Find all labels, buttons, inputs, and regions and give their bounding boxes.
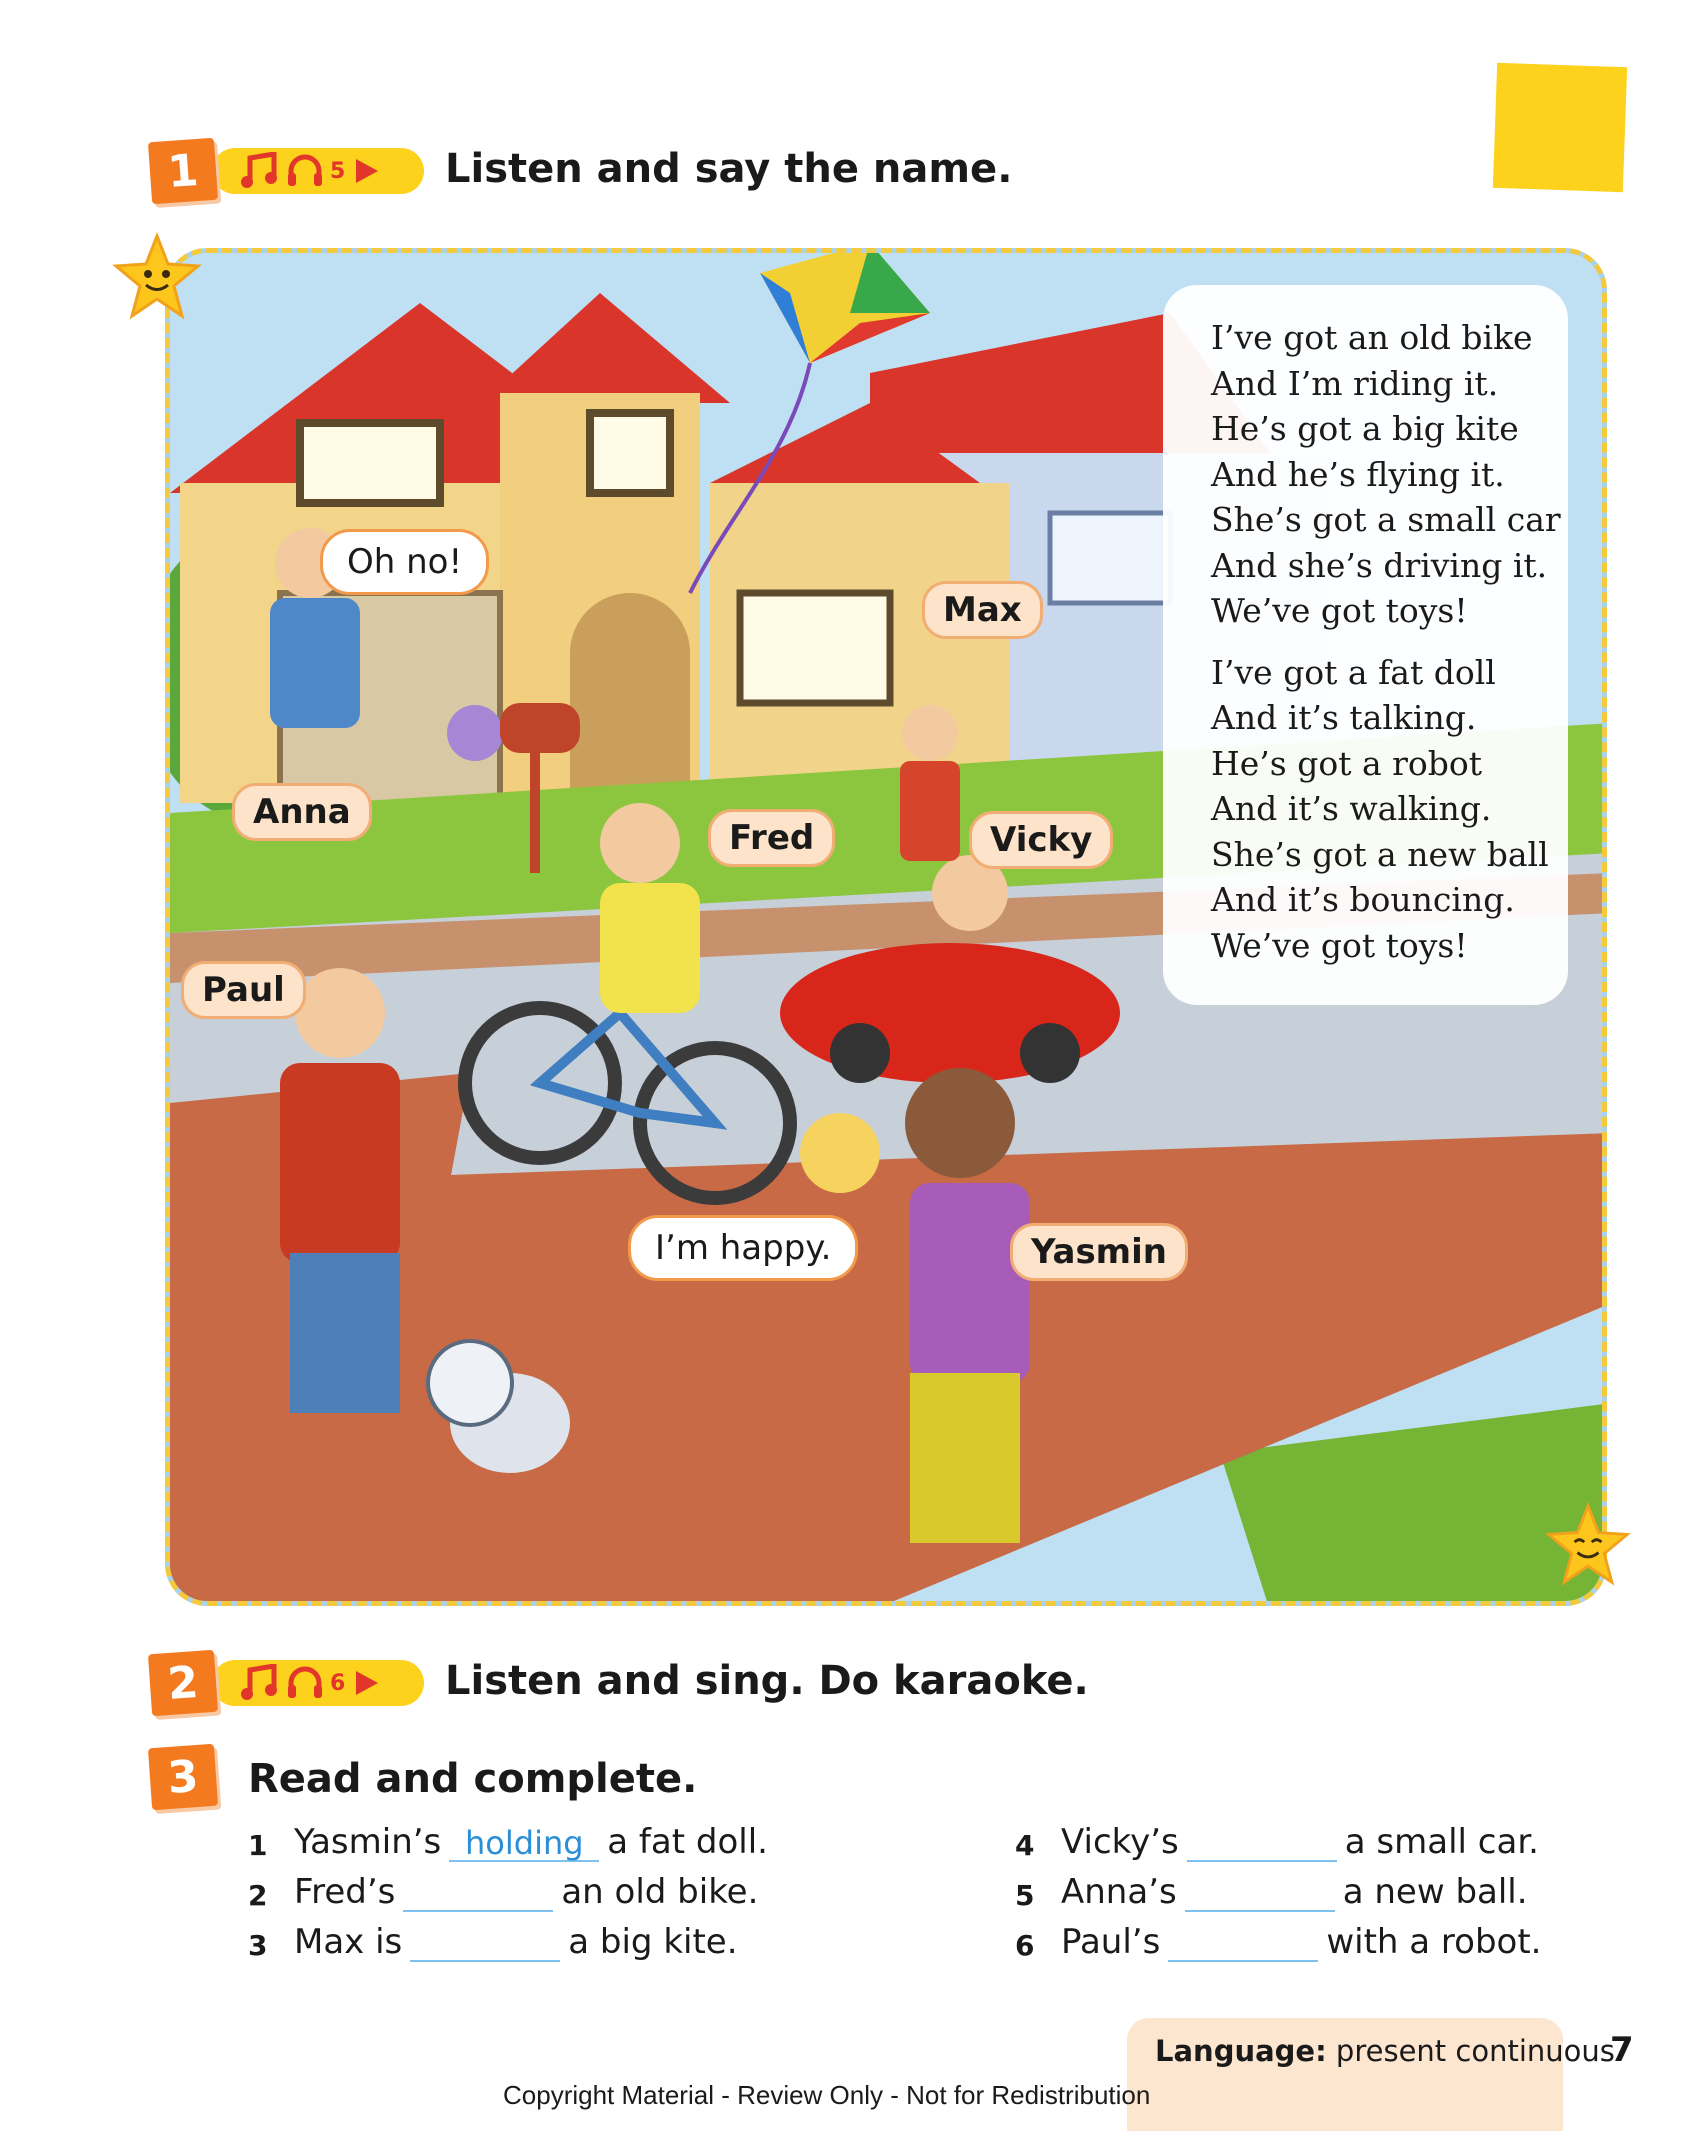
page-number: 7 [1610, 2030, 1634, 2070]
answer-blank[interactable] [1168, 1926, 1318, 1962]
answer-blank[interactable]: holding [449, 1826, 599, 1862]
language-value: present continuous [1335, 2034, 1615, 2068]
headphones-icon[interactable] [286, 1665, 324, 1701]
item-text-after: an old bike. [561, 1872, 759, 1912]
song-line: And he’s flying it. [1211, 454, 1505, 494]
play-icon[interactable] [351, 1668, 381, 1698]
song-line: She’s got a small car [1211, 500, 1561, 539]
audio-controls-1 [212, 148, 424, 194]
answer-blank[interactable] [403, 1876, 553, 1912]
item-text-before: Max is [294, 1922, 403, 1962]
music-note-icon [240, 1664, 280, 1702]
activity-heading-1: Listen and say the name. [445, 146, 1013, 192]
street-scene-illustration [165, 248, 1607, 1606]
exercise-item-1 [248, 1822, 768, 1862]
activity-number-3: 3 [148, 1744, 218, 1810]
name-tag-fred[interactable]: Fred [708, 809, 835, 867]
answer-blank[interactable] [410, 1926, 560, 1962]
item-text-after: a fat doll. [607, 1822, 768, 1862]
song-line: I’ve got a fat doll [1211, 652, 1496, 692]
song-line: And it’s talking. [1211, 698, 1477, 737]
item-number: 1 [248, 1829, 268, 1862]
song-line: We’ve got toys! [1211, 591, 1468, 630]
name-tag-yasmin[interactable]: Yasmin [1010, 1223, 1188, 1281]
song-lyrics-box [1163, 285, 1568, 1005]
headphones-icon[interactable] [286, 153, 324, 189]
name-tag-anna[interactable]: Anna [232, 783, 372, 841]
name-tag-paul[interactable]: Paul [181, 961, 306, 1019]
name-tag-max[interactable]: Max [922, 581, 1043, 639]
song-line: He’s got a big kite [1211, 409, 1519, 448]
activity-heading-3: Read and complete. [248, 1756, 698, 1802]
answer-blank[interactable] [1185, 1876, 1335, 1912]
exercise-item-6 [1015, 1922, 1541, 1962]
song-line: We’ve got toys! [1211, 925, 1468, 965]
star-icon [1545, 1502, 1631, 1588]
answer-blank[interactable] [1187, 1826, 1337, 1862]
item-number: 4 [1015, 1829, 1035, 1862]
verse-gap [1211, 634, 1568, 650]
song-line: She’s got a new ball [1211, 834, 1549, 874]
item-text-before: Anna’s [1061, 1872, 1177, 1912]
item-text-before: Paul’s [1061, 1922, 1161, 1962]
exercise-item-4 [1015, 1822, 1539, 1862]
item-number: 5 [1015, 1879, 1035, 1912]
item-text-before: Yasmin’s [294, 1822, 442, 1862]
item-text-after: a new ball. [1342, 1872, 1528, 1912]
music-note-icon [240, 152, 280, 190]
song-line: And I’m riding it. [1211, 363, 1499, 403]
activity-number-1: 1 [148, 138, 218, 204]
audio-controls-2 [212, 1660, 424, 1706]
track-number: 5 [330, 158, 346, 184]
name-tag-vicky[interactable]: Vicky [969, 811, 1113, 869]
speech-bubble-yasmin: I’m happy. [628, 1215, 858, 1281]
song-line: And it’s walking. [1211, 789, 1492, 828]
item-text-after: a small car. [1344, 1822, 1539, 1862]
track-number: 6 [330, 1670, 346, 1696]
play-icon[interactable] [351, 156, 381, 186]
item-text-before: Fred’s [294, 1872, 396, 1912]
item-text-before: Vicky’s [1061, 1822, 1179, 1862]
exercise-item-5 [1015, 1872, 1528, 1912]
item-number: 3 [248, 1929, 268, 1962]
activity-heading-2: Listen and sing. Do karaoke. [445, 1658, 1089, 1704]
item-number: 2 [248, 1879, 268, 1912]
speech-bubble-anna: Oh no! [320, 529, 489, 595]
song-line: And it’s bouncing. [1211, 880, 1515, 919]
item-text-after: a big kite. [568, 1922, 738, 1962]
exercise-item-2 [248, 1872, 758, 1912]
corner-sticky-decoration [1493, 63, 1627, 192]
star-icon [112, 232, 202, 322]
copyright-notice: Copyright Material - Review Only - Not for Redistribution [503, 2080, 1151, 2110]
item-number: 6 [1015, 1929, 1035, 1962]
song-line: I’ve got an old bike [1211, 318, 1533, 357]
song-line: And she’s driving it. [1211, 545, 1548, 585]
activity-number-2: 2 [148, 1650, 218, 1716]
item-text-after: with a robot. [1326, 1922, 1542, 1962]
song-line: He’s got a robot [1211, 743, 1483, 783]
language-note [1155, 2034, 1615, 2068]
exercise-item-3 [248, 1922, 738, 1962]
language-label: Language: [1155, 2034, 1327, 2068]
